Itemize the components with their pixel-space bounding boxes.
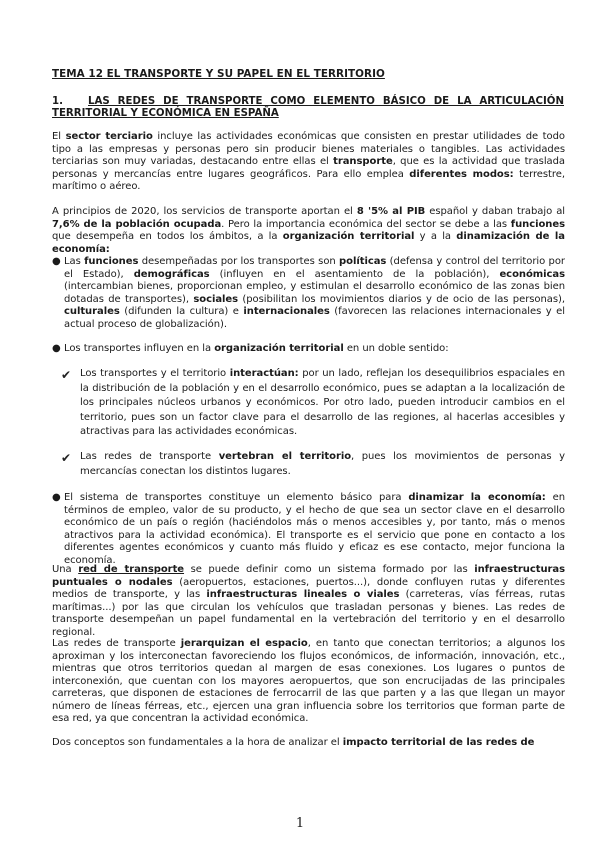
paragraph-red-transporte: Una red de transporte se puede definir como un sistema formado por las infraestructuras puntuales o nodales (aeropuertos, estaciones, puertos...), donde confluyen rutas y diferentes medios de transporte, y las infraestructuras lineales o viales (carreteras, vías férreas, rutas marítimas...) por las que circulan los vehículos que trasladan personas y bienes. Las redes de transporte desempeñan un papel fundamental en la vertebración del territorio y en el desarrollo regional. bbox=[52, 564, 565, 638]
bullet-icon: ● bbox=[52, 492, 61, 503]
sub-item-vertebran: Las redes de transporte vertebran el territorio, pues los movimientos de personas y mercancías conectan los distintos lugares. bbox=[80, 451, 565, 477]
paragraph-pib: A principios de 2020, los servicios de transporte aportan el 8 '5% al PIB español y daban trabajo al 7,6% de la población ocupada. Pero la importancia económica del sector se debe a las funciones que desempeña en todos los ámbitos, a la organización territorial y a la dinamización de la economía: bbox=[52, 206, 565, 255]
list-item-dinamizar: El sistema de transportes constituye un elemento básico para dinamizar la economía: en términos de empleo, valor de su producto, y el hecho de que sea un sector clave en el desarrollo económico de un país o región (haciéndolos más o menos accesibles y, por tanto, más o menos atractivos para la actividad económica). El transporte es el servicio que pone en contacto a los diferentes agentes económicos y cuanto más fluido y eficaz es ese contacto, mejor funciona la economía. bbox=[64, 492, 565, 566]
list-item-funciones: Las funciones desempeñadas por los transportes son políticas (defensa y control del territorio por el Estado), demográficas (influyen en el asentamiento de la población), económicas (intercambian bienes, proporcionan empleo, y estimulan el desarrollo económico de las zonas bien dotadas de transportes), sociales (posibilitan los movimientos diarios y de ocio de las personas), culturales (difunden la cultura) e internacionales (favorecen las relaciones internacionales y el actual proceso de globalización). bbox=[64, 256, 565, 330]
checkmark-icon: ✔ bbox=[61, 368, 72, 382]
section-number: 1. bbox=[52, 96, 63, 107]
section-heading bbox=[52, 96, 564, 121]
paragraph-sector-terciario: El sector terciario incluye las actividades económicas que consisten en prestar utilidades de todo tipo a las empresas y personas pero sin producir bienes materiales o tangibles. Las actividades terciarias son muy variadas, destacando entre ellas el transporte, que es la actividad que traslada personas y mercancías entre lugares geográficos. Para ello emplea diferentes modos: terrestre, marítimo o aéreo. bbox=[52, 131, 565, 192]
paragraph-conceptos: Dos conceptos son fundamentales a la hora de analizar el impacto territorial de las redes de bbox=[52, 737, 535, 748]
bullet-icon: ● bbox=[52, 256, 61, 267]
paragraph-jerarquizan: Las redes de transporte jerarquizan el espacio, en tanto que conectan territorios; a algunos los aproximan y los interconectan favoreciendo los flujos económicos, de información, innovación, etc., mientras que otros territorios quedan al margen de esas conexiones. Los lugares o puntos de interconexión, que cuentan con los mayores aeropuertos, que son encrucijadas de las principales carreteras, que disponen de estaciones de ferrocarril de las que parten y a las que llegan un mayor número de líneas férreas, etc., ejercen una gran influencia sobre los territorios que forman parte de esa red, ya que concentran la actividad económica. bbox=[52, 638, 565, 724]
document-title: TEMA 12 EL TRANSPORTE Y SU PAPEL EN EL TERRITORIO bbox=[52, 68, 385, 80]
sub-item-interactuan: Los transportes y el territorio interactúan: por un lado, reflejan los desequilibrios espaciales en la distribución de la población y en el desarrollo económico, pues se adaptan a la localización de los principales núcleos urbanos y económicos. Por otro lado, pueden introducir cambios en el territorio, pues son un factor clave para el desarrollo de las regiones, al hacerlas accesibles y atractivas para las actividades económicas. bbox=[80, 368, 565, 438]
bullet-icon: ● bbox=[52, 343, 61, 354]
checkmark-icon: ✔ bbox=[61, 451, 72, 465]
section-title: LAS REDES DE TRANSPORTE COMO ELEMENTO BÁSICO DE LA ARTICULACIÓN TERRITORIAL Y ECONÓMICA EN ESPAÑA bbox=[52, 96, 564, 120]
page-number: 1 bbox=[295, 816, 305, 831]
list-item-organizacion: Los transportes influyen en la organización territorial en un doble sentido: bbox=[64, 343, 449, 354]
